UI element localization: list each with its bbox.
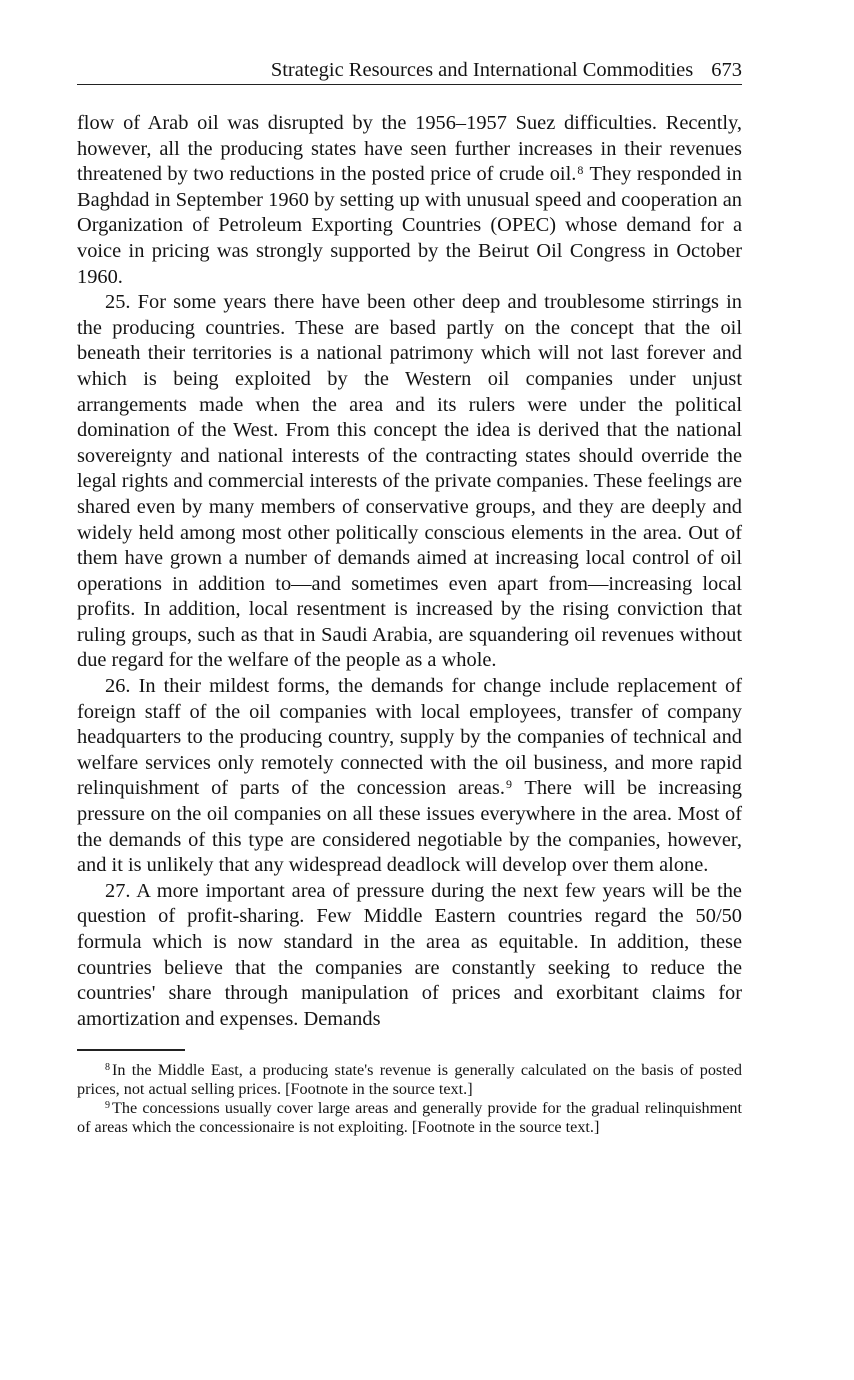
paragraph-text: flow of Arab oil was disrupted by the 1956–1957 Suez difficulties. Recently, however, all the producing states have seen further increases in their revenues threatened by two reductions in the posted price of crude oil.: [77, 112, 742, 186]
footnotes: [77, 1061, 742, 1136]
footnote-8: [77, 1061, 742, 1099]
running-head-title: Strategic Resources and International Commodities: [270, 59, 694, 81]
paragraph-text: 26. In their mildest forms, the demands for change include replacement of foreign staff of the oil companies with local employees, transfer of company headquarters to the producing country, supply by the companies of technical and welfare services only remotely connected with the oil business, and more rapid relinquishment of parts of the concession areas.: [77, 675, 742, 800]
running-header: [77, 56, 742, 85]
footnote-mark: 8: [105, 1062, 110, 1074]
paragraph-text: They responded in Baghdad in September 1960 by setting up with unusual speed and cooperation an Organization of Petroleum Exporting Countries (OPEC) whose demand for a voice in pricing was strongly supported by the Beirut Oil Congress in October 1960.: [77, 163, 742, 288]
document-page: [77, 56, 742, 1137]
footnote-9: [77, 1099, 742, 1137]
body-text: [77, 111, 742, 1032]
paragraph-continued: [77, 111, 742, 290]
footnote-text: The concessions usually cover large areas and generally provide for the gradual relinquishment of areas which the concessionaire is not exploiting. [Footnote in the source text.]: [77, 1098, 742, 1136]
page-number: 673: [711, 59, 742, 81]
paragraph-25: 25. For some years there have been other deep and troublesome stirrings in the producing countries. These are based partly on the concept that the oil beneath their territories is a national patrimony which will not last forever and which is being exploited by the Western oil companies under unjust arrangements made when the area and its rulers were under the political domination of the West. From this concept the idea is derived that the national sovereignty and national interests of the contracting states should override the legal rights and commercial interests of the private companies. These feelings are shared even by many members of conservative groups, and they are deeply and widely held among most other politically conscious elements in the area. Out of them have grown a number of demands aimed at increasing local control of oil operations in addition to—and sometimes even apart from—increasing local profits. In addition, local resentment is increased by the rising conviction that ruling groups, such as that in Saudi Arabia, are squandering oil revenues without due regard for the welfare of the people as a whole.: [77, 291, 742, 672]
footnote-text: In the Middle East, a producing state's revenue is generally calculated on the basis of posted prices, not actual selling prices. [Footnote in the source text.]: [77, 1061, 742, 1099]
footnote-ref-8: 8: [577, 162, 584, 177]
paragraph-26: [77, 674, 742, 879]
paragraph-27: 27. A more important area of pressure during the next few years will be the question of profit-sharing. Few Middle Eastern countries regard the 50/50 formula which is now standard in the area as equitable. In addition, these countries believe that the companies are constantly seeking to reduce the countries' share through manipulation of prices and exorbitant claims for amortization and expenses. Demands: [77, 879, 742, 1030]
footnote-divider: [77, 1049, 185, 1051]
footnote-ref-9: 9: [505, 776, 512, 791]
paragraph-text: There will be increasing pressure on the oil companies on all these issues everywhere in the area. Most of the demands of this type are considered negotiable by the companies, however, and it is unlikely that any widespread deadlock will develop over them alone.: [77, 777, 742, 877]
footnote-mark: 9: [105, 1099, 110, 1111]
